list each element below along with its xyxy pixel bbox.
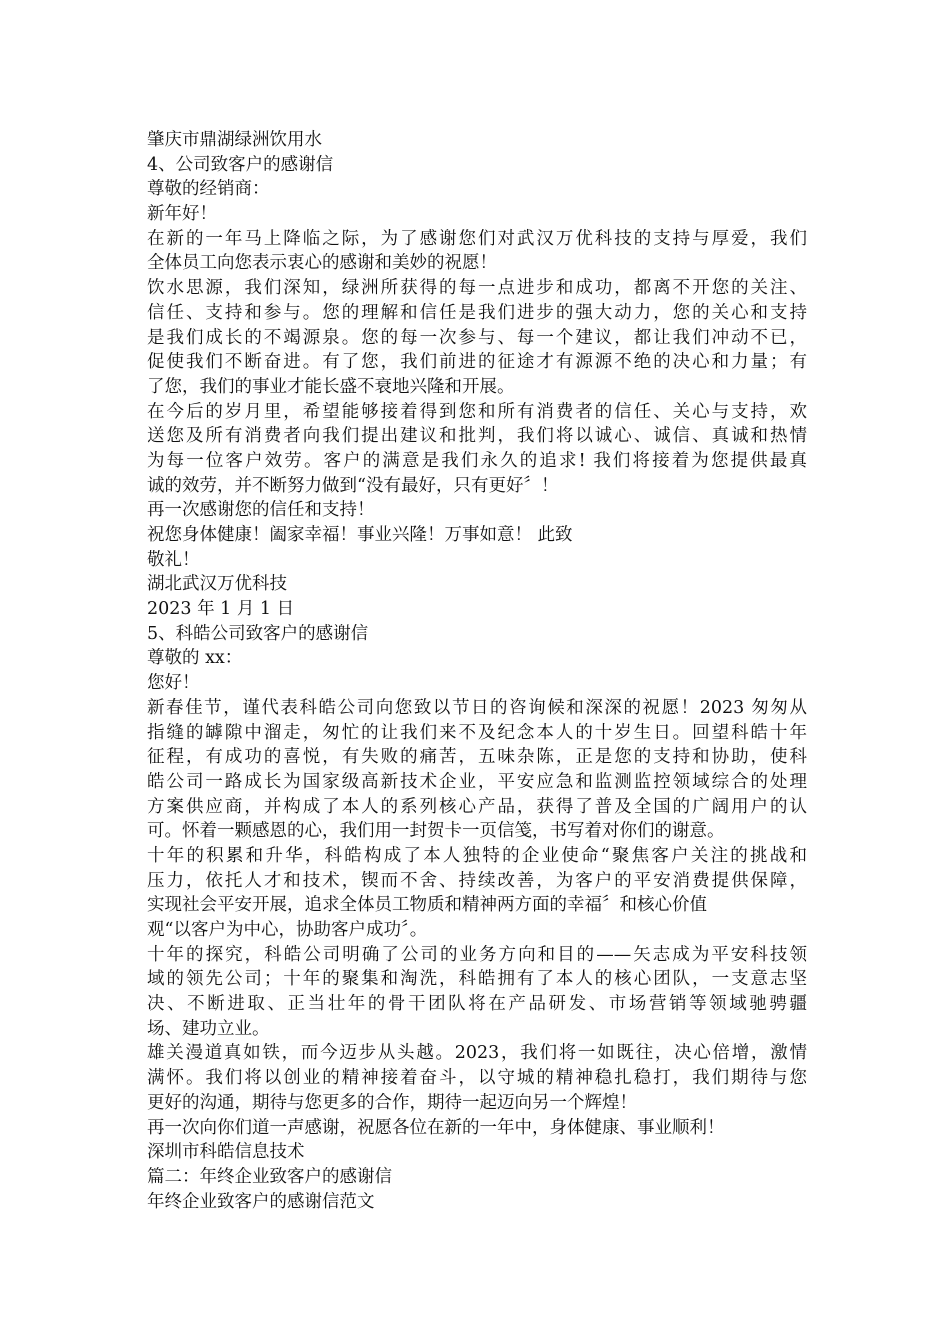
- body-line: 十年的探究，科皓公司明确了公司的业务方向和目的——矢志成为平安科技领: [147, 944, 807, 965]
- body-line: 满怀。我们将以创业的精神接着奋斗，以守城的精神稳扎稳打，我们期待与您: [147, 1068, 807, 1089]
- signature-line: 深圳市科皓信息技术: [147, 1142, 305, 1163]
- body-line: 征程，有成功的喜悦，有失败的痛苦，五味杂陈，正是您的支持和协助，使科: [147, 747, 807, 768]
- subheading: 年终企业致客户的感谢信范文: [147, 1191, 375, 1212]
- signature-line: 肇庆市鼎湖绿洲饮用水: [147, 130, 322, 150]
- body-line: 十年的积累和升华，科皓构成了本人独特的企业使命“聚焦客户关注的挑战和: [147, 845, 807, 866]
- closing: 敬礼！: [147, 549, 200, 570]
- body-line: 在今后的岁月里，希望能够接着得到您和所有消费者的信任、关心与支持，欢: [147, 401, 807, 422]
- body-line: 可。怀着一颗感恩的心，我们用一封贺卡一页信笺，书写着对你们的谢意。: [147, 821, 725, 842]
- body-line: 域的领先公司；十年的聚集和淘洗，科皓拥有了本人的核心团队，一支意志坚: [147, 969, 807, 990]
- body-line: 场、建功立业。: [147, 1018, 270, 1039]
- body-line: 诚的效劳，并不断努力做到“没有最好，只有更好〞！: [147, 475, 559, 496]
- body-line: 祝您身体健康！阖家幸福！事业兴隆！万事如意！ 此致: [147, 525, 573, 545]
- section-heading: 5、科皓公司致客户的感谢信: [147, 623, 369, 644]
- body-line: 了您，我们的事业才能长盛不衰地兴隆和开展。: [147, 376, 515, 397]
- signature-line: 湖北武汉万优科技: [147, 574, 287, 595]
- body-line: 是我们成长的不竭源泉。您的每一次参与、每一个建议，都让我们冲动不已，: [147, 327, 807, 348]
- body-line: 方案供应商，并构成了本人的系列核心产品，获得了普及全国的广阔用户的认: [147, 796, 807, 817]
- body-line: 实现社会平安开展，追求全体员工物质和精神两方面的幸福〞和核心价值: [147, 895, 707, 916]
- body-line: 雄关漫道真如铁，而今迈步从头越。2023，我们将一如既往，决心倍增，激情: [147, 1043, 807, 1064]
- section-heading: 篇二：年终企业致客户的感谢信: [147, 1166, 392, 1187]
- body-line: 决、不断进取、正当壮年的骨干团队将在产品研发、市场营销等领域驰骋疆: [147, 994, 807, 1015]
- salutation: 尊敬的经销商：: [147, 179, 270, 200]
- body-line: 皓公司一路成长为国家级高新技术企业，平安应急和监测监控领域综合的处理: [147, 771, 807, 792]
- body-line: 促使我们不断奋进。有了您，我们前进的征途才有源源不绝的决心和力量；有: [147, 352, 807, 373]
- body-line: 在新的一年马上降临之际，为了感谢您们对武汉万优科技的支持与厚爱，我们: [147, 228, 807, 249]
- body-line: 指缝的罅隙中溜走，匆忙的让我们来不及纪念本人的十岁生日。回望科皓十年: [147, 722, 807, 743]
- salutation: 尊敬的 xx：: [147, 648, 243, 669]
- body-line: 再一次感谢您的信任和支持！: [147, 500, 375, 521]
- body-line: 新春佳节，谨代表科皓公司向您致以节日的咨询候和深深的祝愿！2023 匆匆从: [147, 697, 807, 718]
- body-line: 饮水思源，我们深知，绿洲所获得的每一点进步和成功，都离不开您的关注、: [147, 278, 807, 299]
- body-line: 为每一位客户效劳。客户的满意是我们永久的追求! 我们将接着为您提供最真: [147, 450, 807, 471]
- section-heading: 4、公司致客户的感谢信: [147, 154, 334, 175]
- body-line: 送您及所有消费者向我们提出建议和批判，我们将以诚心、诚信、真诚和热情: [147, 426, 807, 447]
- body-line: 再一次向你们道一声感谢，祝愿各位在新的一年中，身体健康、事业顺利！: [147, 1117, 725, 1138]
- body-line: 信任、支持和参与。您的理解和信任是我们进步的强大动力，您的关心和支持: [147, 302, 807, 323]
- body-line: 观“以客户为中心，协助客户成功〞。: [147, 920, 428, 940]
- greeting: 您好！: [147, 673, 200, 694]
- date-line: 2023 年 1 月 1 日: [147, 599, 295, 620]
- body-line: 更好的沟通，期待与您更多的合作，期待一起迈向另一个辉煌！: [147, 1092, 637, 1113]
- document-page: [147, 128, 807, 1214]
- body-line: 压力，依托人才和技术，锲而不舍、持续改善，为客户的平安消费提供保障，: [147, 870, 807, 891]
- body-line: 全体员工向您表示衷心的感谢和美妙的祝愿！: [147, 253, 497, 274]
- greeting: 新年好！: [147, 204, 217, 225]
